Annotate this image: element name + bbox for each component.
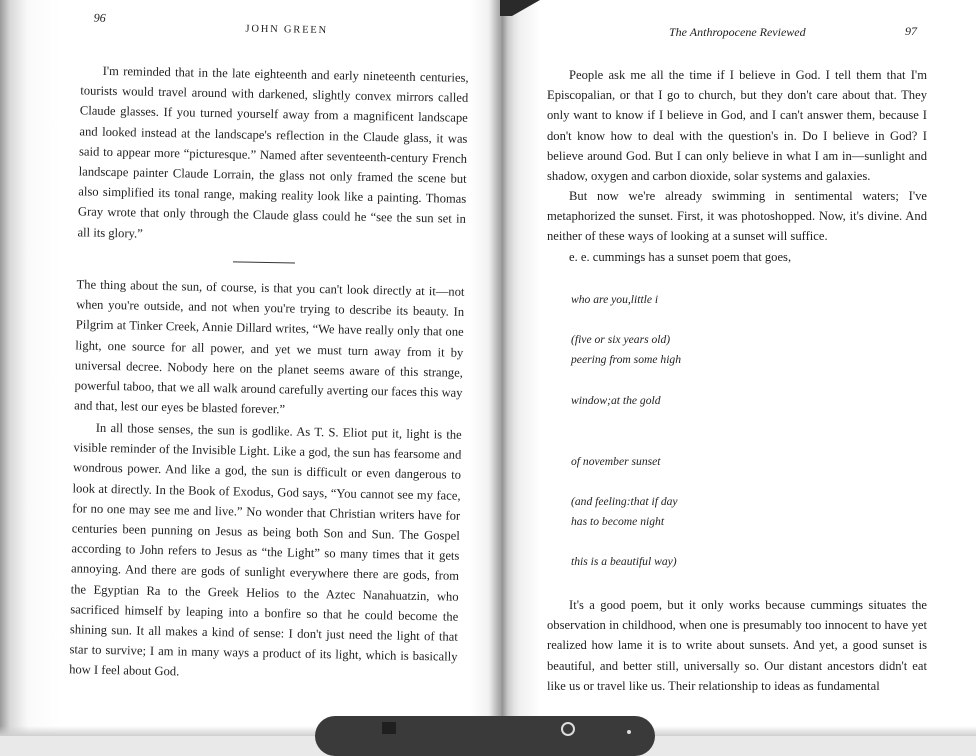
poem-line: this is a beautiful way) [571, 555, 677, 568]
left-paragraph-claude-glasses: I'm reminded that in the late eighteenth and early nineteenth centuries, tourists would travel around with darkened, slightly convex mirrors called Claude glasses. If you turned yourself away from a magnificent landscape and looked instead at the landscape's reflection in the Claude glass, it was said to appear more “picturesque.” Named after seventeenth-century French landscape painter Claude Lorrain, the glass not only framed the scene but also simplified its tonal range, making reality look like a painting. Thomas Gray wrote that only through the Claude glass could he “see the sun set in all its glory.” [77, 63, 469, 241]
section-break-rule [233, 261, 295, 263]
poem-line: peering from some high [571, 353, 682, 366]
left-paragraph-sun-taboo: The thing about the sun, of course, is that you can't look directly at it—not when you're outside, and not when you're trying to describe its beauty. In Pilgrim at Tinker Creek, Annie Dillard writes, “We have really only that one light, one source for all power, and yet we must turn away from it by universal decree. Nobody here on the planet seems aware of this strange, powerful taboo, that we all walk around carefully averting our faces this way and that, lest our eyes be blasted forever.” [74, 277, 465, 417]
viewer-control-bar[interactable] [315, 716, 655, 756]
left-page-content [46, 0, 470, 736]
left-page-number: 96 [93, 10, 106, 25]
poem-line: window;at the gold [571, 394, 661, 407]
right-paragraph-sentimental-waters: But now we're already swimming in sentimental waters; I've metaphorized the sunset. First, it was photoshopped. Now, it's divine. And neither of these ways of looking at a sunset will suffice. [547, 189, 927, 244]
viewer-page-thumbnail-icon[interactable] [380, 718, 398, 736]
viewer-more-icon[interactable] [620, 718, 638, 736]
right-paragraph-good-poem: It's a good poem, but it only works because cummings situates the observation in childhood, when one is presumably too innocent to have yet realized how lame it is to write about sunsets. And yet, a good sunset is beautiful, and better still, universally so. Our distant ancestors didn't eat like us or travel like us. Their relationship to ideas as fundamental [547, 598, 927, 693]
book-spine-shadow [490, 0, 520, 736]
left-paragraph-sun-godlike: In all those senses, the sun is godlike. As T. S. Eliot put it, light is the visible reminder of the Invisible Light. Like a god, the sun has fearsome and wondrous power. And like a god, the sun is difficult or even dangerous to look at directly. In the Book of Exodus, God says, “You cannot see my face, for no one may see me and live.” No wonder that Christian writers have for centuries been punning on Jesus as being both Son and Sun. The Gospel according to John refers to Jesus as “the Light” so many times that it gets annoying. And there are gods of sunlight everywhere there are gods, from the Egyptian Ra to the Greek Helios to the Aztec Nanahuatzin, who sacrificed himself by leaping into a bonfire so that he could become the shining sun. It all makes a kind of sense: I don't just need the light of that star to survive; I am in many ways a product of its light, which is basically how I feel about God. [69, 420, 462, 679]
right-paragraph-believe-in-god: People ask me all the time if I believe in God. I tell them that I'm Episcopalian, or that I go to church, but they don't care about that. They only want to know if I believe in God, and I can't answer them, because I don't know how to deal with the question's in. Do I believe in God? I believe around God. But I can only believe in what I am in—sunlight and shadow, oxygen and carbon dioxide, solar systems and galaxies. [547, 68, 927, 184]
left-page [0, 0, 500, 736]
poem-line: has to become night [571, 515, 665, 528]
right-paragraph-cummings-intro: e. e. cummings has a sunset poem that goes, [569, 250, 792, 264]
left-running-head: JOHN GREEN [245, 23, 329, 37]
right-page-content [547, 0, 927, 736]
right-page-number: 97 [905, 24, 917, 38]
poem-line: who are you,little i [571, 293, 659, 306]
viewer-zoom-icon[interactable] [560, 718, 578, 736]
right-running-head: The Anthropocene Reviewed [669, 25, 806, 39]
poem-line: of november sunset [571, 455, 661, 468]
poem-line: (five or six years old) [571, 333, 671, 346]
poem-line: (and feeling:that if day [571, 495, 678, 508]
right-page [500, 0, 976, 736]
